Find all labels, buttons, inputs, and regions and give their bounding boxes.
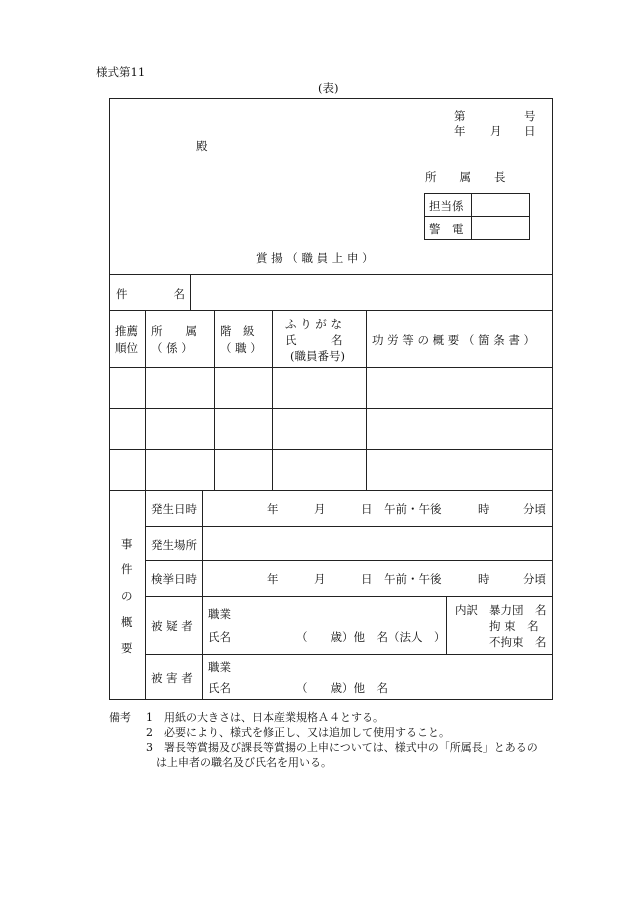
arrest-ampm: 午前・午後	[384, 572, 442, 586]
occurred-month: 月	[314, 502, 326, 516]
contact-label-staff: 担当係	[429, 199, 464, 213]
date-day: 日	[524, 124, 536, 138]
occurred-day: 日	[361, 502, 373, 516]
suspect-job-label: 職業	[208, 607, 231, 621]
suspect-label: 被 疑 者	[151, 619, 193, 633]
arrest-year: 年	[267, 572, 279, 586]
suspect-name-label: 氏名	[208, 630, 231, 644]
number-suffix: 号	[524, 109, 536, 123]
incident-label-3: の	[121, 589, 133, 603]
addressee-suffix: 殿	[196, 139, 208, 153]
incident-label-5: 要	[121, 641, 133, 655]
notes-label: 備考	[109, 711, 131, 724]
col-name-3: (職員番号)	[290, 349, 345, 363]
col-summary: 功 労 等 の 概 要 （ 箇 条 書 ）	[372, 333, 536, 347]
col-rank-1: 推薦	[115, 324, 138, 338]
arrest-day: 日	[361, 572, 373, 586]
breakdown-gang: 暴力団 名	[489, 603, 547, 617]
occurred-label: 発生日時	[151, 502, 197, 516]
victim-age-count: （ 歳）他 名	[296, 681, 388, 695]
col-affiliation-1: 所 属	[151, 324, 197, 338]
note-2: 2 必要により、様式を修正し、又は追加して使用すること。	[146, 726, 450, 739]
col-rank-2: 順位	[115, 341, 138, 355]
victim-name-label: 氏名	[208, 681, 231, 695]
suspect-age-count: （ 歳）他 名（法人 ）	[296, 630, 446, 644]
arrest-month: 月	[314, 572, 326, 586]
occurred-hour: 時	[478, 502, 490, 516]
occurred-year: 年	[267, 502, 279, 516]
breakdown-not-detained: 不拘束 名	[489, 635, 547, 649]
incident-label-4: 概	[121, 615, 133, 629]
arrest-label: 検挙日時	[151, 572, 197, 586]
arrest-hour: 時	[478, 572, 490, 586]
incident-label-2: 件	[121, 562, 133, 576]
occurred-ampm: 午前・午後	[384, 502, 442, 516]
victim-label: 被 害 者	[151, 671, 193, 685]
side-label: (表)	[318, 81, 339, 95]
form-frame	[109, 98, 553, 700]
victim-job-label: 職業	[208, 660, 231, 674]
form-number: 様式第11	[96, 65, 146, 79]
note-1: 1 用紙の大きさは、日本産業規格Ａ４とする。	[146, 711, 384, 724]
arrest-minute: 分頃	[523, 572, 546, 586]
number-prefix: 第	[454, 109, 466, 123]
breakdown-detained: 拘 束 名	[489, 619, 539, 633]
place-label: 発生場所	[151, 538, 197, 552]
contact-label-phone: 警 電	[429, 222, 464, 236]
incident-label-1: 事	[121, 537, 133, 551]
col-grade-2: （ 職 ）	[220, 341, 262, 355]
date-month: 月	[490, 124, 502, 138]
col-name-2: 氏 名	[285, 333, 343, 347]
date-year: 年	[454, 124, 466, 138]
col-affiliation-2: （ 係 ）	[151, 341, 193, 355]
breakdown-label: 内訳	[455, 603, 478, 617]
occurred-minute: 分頃	[523, 502, 546, 516]
form-title: 賞 揚 （ 職 員 上 申 ）	[256, 251, 374, 265]
note-3-continued: は上申者の職名及び氏名を用いる。	[156, 756, 332, 769]
col-name-1: ふ り が な	[285, 317, 342, 331]
subject-label: 件 名	[116, 287, 185, 301]
chief-label: 所 属 長	[425, 170, 506, 184]
col-grade-1: 階 級	[220, 324, 255, 338]
note-3: 3 署長等賞揚及び課長等賞揚の上申については、様式中の「所属長」とあるの	[146, 741, 538, 754]
